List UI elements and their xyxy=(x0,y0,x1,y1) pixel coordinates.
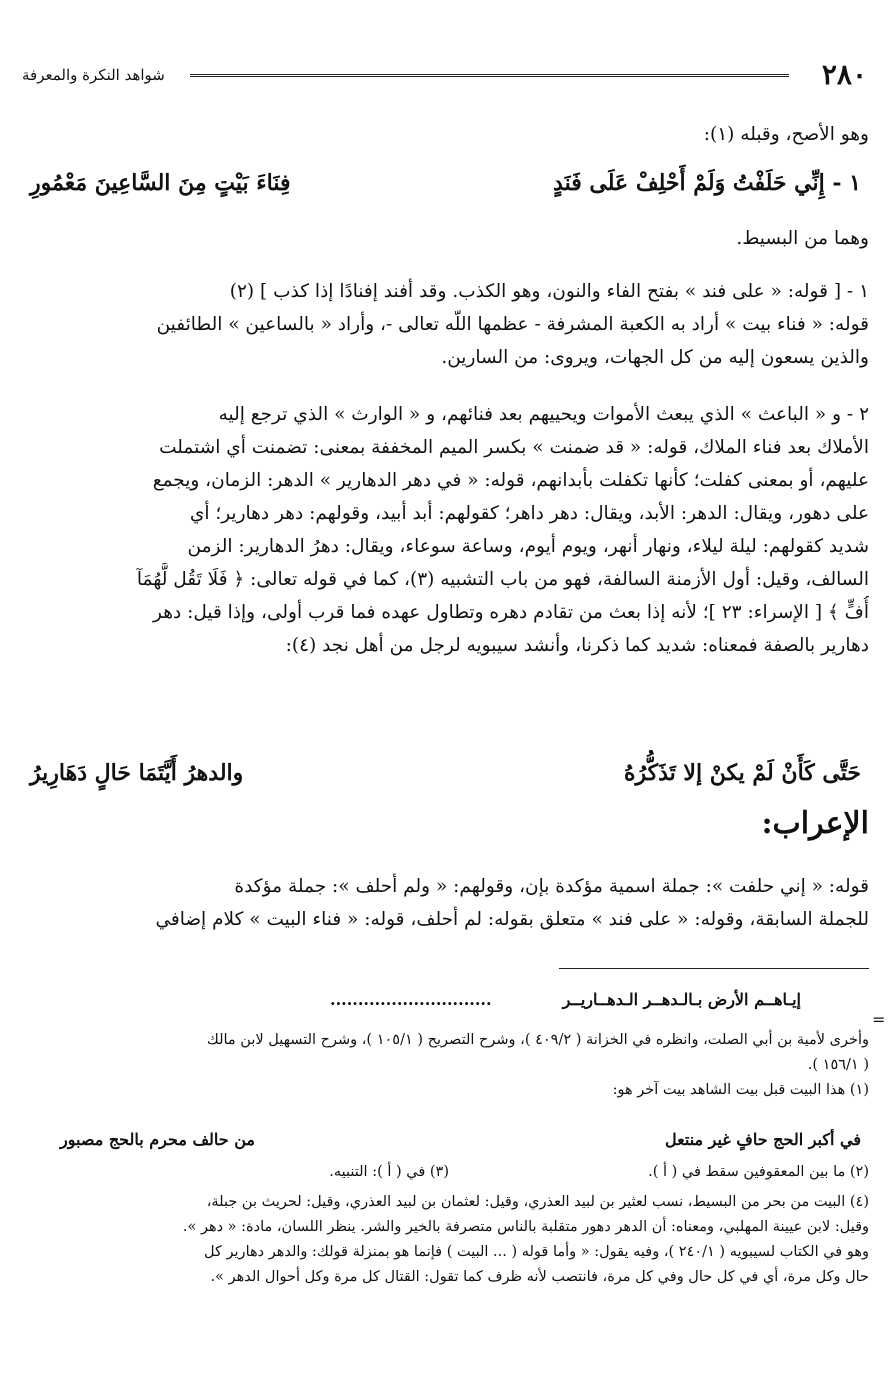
footnote-line: وقيل: لابن عيينة المهلبي، ومعناه: أن الدهر دهور متقلبة بالناس متصرفة بالخير والشر. ينظر اللسان، مادة: « دهر ». xyxy=(182,1219,869,1235)
paragraph-line: أُفٍّ ﴾ [ الإسراء: ٢٣ ]؛ لأنه إذا بعث من تقادم دهره وتطاول عهده فما قرب أولى، وإذا قيل: دهر xyxy=(153,602,869,623)
section-heading: الإعراب: xyxy=(761,806,869,841)
paragraph-line: للجملة السابقة، وقوله: « على فند » متعلق بقوله: لم أحلف، قوله: « فناء البيت » كلام إضافي xyxy=(155,909,869,930)
footnote-separator xyxy=(559,968,869,969)
continuation-marker: = xyxy=(872,1010,886,1029)
footnote-line: ( ١٥٦/١ ). xyxy=(807,1057,869,1073)
paragraph-line: ٢ - و « الباعث » الذي يبعث الأموات ويحييهم بعد فنائهم، و « الوارث » الذي ترجع إليه xyxy=(218,404,869,425)
paragraph-1 xyxy=(22,275,869,374)
paragraph-line: ١ - [ قوله: « على فند » بفتح الفاء والنون، وهو الكذب. وقد أفند إفنادًا إذا كذب ] (٢) xyxy=(229,281,869,302)
footnote-1: (١) هذا البيت قبل بيت الشاهد بيت آخر هو: xyxy=(612,1082,869,1098)
verse-1-hemistich-1: ١ - إِنِّي حَلَفْتُ وَلَمْ أَحْلِفْ عَلَى فَنَدٍ xyxy=(553,170,861,196)
footnote-line: وأخرى لأمية بن أبي الصلت، وانظره في الخزانة ( ٤٠٩/٢ )، وشرح التصريح ( ١٠٥/١ )، وشرح التسهيل لابن مالك xyxy=(206,1032,869,1048)
paragraph-line: شديد كقولهم: ليلة ليلاء، ونهار أنهر، ويوم أيوم، وساعة سوعاء، ويقال: دهرُ الدهارير: الزمن xyxy=(187,536,869,557)
footnotes-2-3 xyxy=(22,1160,869,1185)
page-number: ٢٨٠ xyxy=(821,58,867,91)
footnote-line: (٤) البيت من بحر من البسيط، نسب لعثير بن لبيد العذري، وقيل: لعثمان بن لبيد العذري، وقيل: لحريث بن جبلة، xyxy=(206,1194,869,1210)
paragraph-line: والذين يسعون إليه من كل الجهات، ويروى: من السارين. xyxy=(441,347,869,368)
footnote-4 xyxy=(22,1190,869,1290)
footnote-2: (٢) ما بين المعقوفين سقط في ( أ ). xyxy=(648,1164,869,1180)
footnote-3: (٣) في ( أ ): التنبيه. xyxy=(329,1164,449,1180)
paragraph-line: عليهم، أو بمعنى كفلت؛ كأنها تكفلت بأبدانهم، قوله: « في دهر الدهارير » الدهر: الزمان، ويجمع xyxy=(152,470,869,491)
meter-note: وهما من البسيط. xyxy=(736,228,869,249)
paragraph-line: دهارير بالصفة فمعناه: شديد كما ذكرنا، وأنشد سيبويه لرجل من أهل نجد (٤): xyxy=(285,635,869,656)
verse-2-hemistich-1: حَتَّى كَأَنْ لَمْ يكنْ إلا تَذَكُّرُهُ xyxy=(623,760,861,786)
paragraph-line: الأملاك بعد فناء الملاك، قوله: « قد ضمنت » بكسر الميم المخففة بمعنى: تضمنت أي اشتملت xyxy=(159,437,869,458)
paragraph-line: قوله: « فناء بيت » أراد به الكعبة المشرفة - عظمها اللّه تعالى -، وأراد « بالساعين » الطائفين xyxy=(156,314,869,335)
paragraph-line: السالف، وقيل: أول الأزمنة السالفة، فهو من باب التشبيه (٣)، كما في قوله تعالى: ﴿ فَلَا تَقُل لَّهُمَآ xyxy=(136,569,869,590)
header-rule xyxy=(190,74,789,77)
continuation-verse-text: إيـاهــم الأرض بـالـدهــر الـدهــاريــر xyxy=(562,990,801,1009)
footnote-line: وهو في الكتاب لسيبويه ( ٢٤٠/١ )، وفيه يقول: « وأما قوله ( ... البيت ) فإنما هو بمنزلة قولك: والدهر دهارير كل xyxy=(204,1244,869,1260)
footnote-1-hemistich-1: في أكبر الحج حافٍ غير منتعل xyxy=(665,1130,861,1149)
continuation-verse-dots: ............................. xyxy=(330,990,492,1009)
footnote-line: حال وكل مرة، أي في كل حال وفي كل مرة، فانتصب لأنه ظرف كما تقول: القتال كل مرة وكل أحوال الدهر ». xyxy=(210,1269,869,1285)
running-title: شواهد النكرة والمعرفة xyxy=(22,66,165,84)
verse-2-hemistich-2: والدهرُ أَيَّتَمَا حَالٍ دَهَارِيرُ xyxy=(30,760,244,786)
intro-line: وهو الأصح، وقبله (١): xyxy=(703,124,869,145)
footnote-continuation xyxy=(22,1028,869,1103)
verse-1-hemistich-2: فِنَاءَ بَيْتٍ مِنَ السَّاعِينَ مَعْمُورِ xyxy=(30,170,291,196)
paragraph-line: قوله: « إني حلفت »: جملة اسمية مؤكدة بإن، وقولهم: « ولم أحلف »: جملة مؤكدة xyxy=(234,876,869,897)
paragraph-line: على دهور، ويقال: الدهر: الأبد، ويقال: دهر داهر؛ كقولهم: أبد أبيد، وقولهم: دهر دهارير؛ أي xyxy=(189,503,869,524)
page-header xyxy=(22,58,869,90)
paragraph-3 xyxy=(22,870,869,936)
paragraph-2 xyxy=(22,398,869,662)
footnote-1-hemistich-2: من حالف محرم بالحج مصبور xyxy=(60,1130,255,1149)
